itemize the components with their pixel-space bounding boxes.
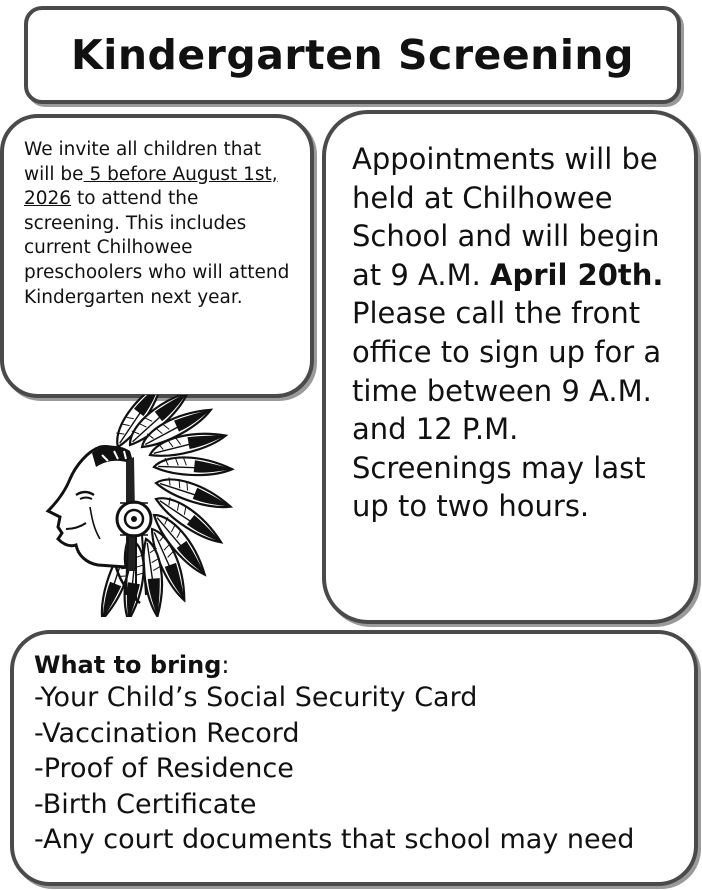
bring-item-proof-of-residence: -Proof of Residence xyxy=(34,753,294,784)
what-to-bring-heading xyxy=(34,650,694,680)
appointments-date: April 20th. xyxy=(490,257,664,292)
invite-part2: to attend the screening. This includes current Chilhowee preschoolers who will attend Kindergarten next year. xyxy=(24,188,290,308)
title-box xyxy=(24,6,681,104)
chief-headdress-mascot-icon xyxy=(30,395,292,617)
page-title: Kindergarten Screening xyxy=(71,31,634,79)
invite-cutoff-date: 5 before August 1st, 2026 xyxy=(24,163,278,210)
appointments-part3: Screenings may last up to two hours. xyxy=(352,450,646,524)
bring-item-court-documents: -Any court documents that school may need xyxy=(34,824,635,855)
invite-text xyxy=(24,138,296,310)
bring-item-social-security-card: -Your Child’s Social Security Card xyxy=(34,682,478,713)
invite-part1: We invite all children that will be xyxy=(24,139,262,185)
what-to-bring-box xyxy=(10,630,698,886)
bring-item-vaccination-record: -Vaccination Record xyxy=(34,717,300,749)
bring-item-birth-certificate: -Birth Certificate xyxy=(34,788,257,820)
what-to-bring-colon: : xyxy=(221,651,230,679)
appointments-text xyxy=(352,140,684,526)
invite-box xyxy=(0,114,314,398)
what-to-bring-heading-text: What to bring xyxy=(34,651,222,679)
appointments-part1: Appointments will be held at Chilhowee School and will begin at 9 A.M. xyxy=(352,142,660,292)
appointments-part2: Please call the front office to sign up for a time between 9 A.M. and 12 P.M. xyxy=(352,296,662,447)
appointments-box xyxy=(322,110,698,624)
chief-face xyxy=(48,446,130,567)
